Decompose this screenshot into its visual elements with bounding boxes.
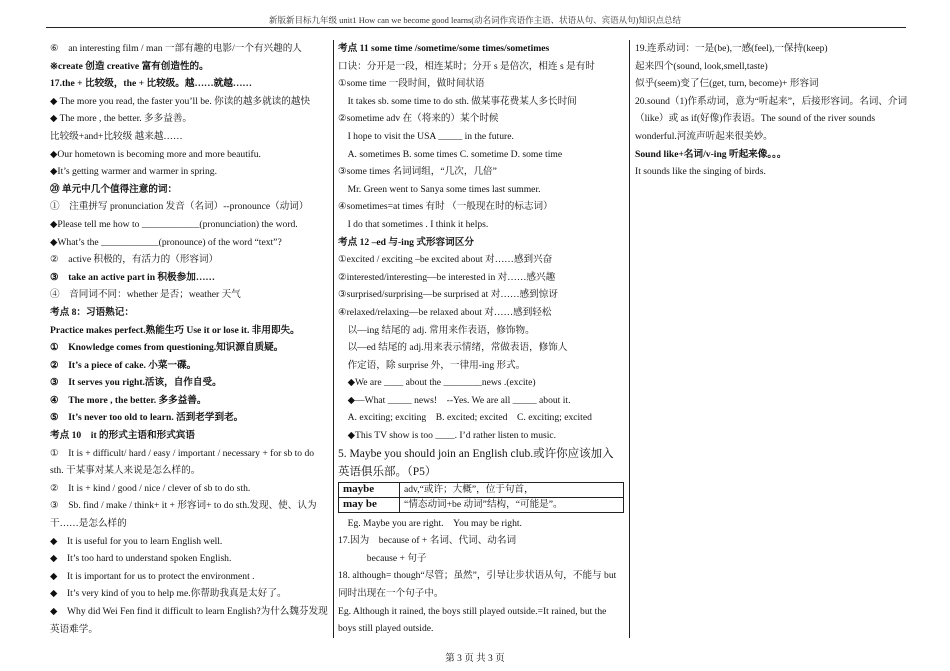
text-line: ① 注重拼写 pronunciation 发音（名词）--pronounce（动词） — [50, 201, 309, 213]
text-line: ◆ It’s very kind of you to help me.你帮助我真是太好了。 — [50, 588, 287, 600]
text-line: ① It is + difficult/ hard / easy / important / necessary + for sb to do sth. 干某事对某人来说是怎么样的。 — [50, 447, 315, 477]
column-2 — [338, 40, 624, 638]
text-line: ◆ Why did Wei Fen find it difficult to learn English?为什么魏芬发现英语难学。 — [50, 606, 328, 635]
text-line: 20.sound（1)作系动词，意为“听起来”，后接形容词。名词、介词（like）或 as if(好像)作表语。The sound of the river sounds wonderful.河流声听起来很美妙。 — [635, 95, 908, 142]
text-line: 18. although= though“尽管；虽然”，引导让步状语从句，不能与 but 同时出现在一个句子中。 — [338, 570, 617, 600]
text-line: ⑤ It’s never too old to learn. 活到老学到老。 — [50, 412, 244, 424]
maybe-table — [338, 482, 624, 513]
text-line: ③ It serves you right.活该，自作自受。 — [50, 377, 222, 389]
page-footer: 第 3 页 共 3 页 — [445, 654, 505, 664]
text-line: 起来四个(sound, look,smell,taste) — [635, 60, 768, 72]
text-line: ③ take an active part in 积极参加…… — [50, 271, 216, 283]
definition-cell: “情态动词+be 动词”结构，“可能是”。 — [400, 497, 624, 512]
text-line: ◆ It is useful for you to learn English well. — [50, 535, 223, 547]
text-line: ④ The more , the better. 多多益善。 — [50, 394, 207, 406]
text-line: A. sometimes B. some times C. sometime D. some time — [338, 148, 563, 160]
text-line: 以—ing 结尾的 adj. 常用来作表语，修饰物。 — [338, 324, 535, 336]
text-line: 口诀：分开是一段，相连某时；分开 s 是倍次，相连 s 是有时 — [338, 60, 595, 72]
column-divider-2 — [629, 40, 630, 638]
text-line: It sounds like the singing of birds. — [635, 166, 766, 178]
text-line: ③ Sb. find / make / think+ it + 形容词+ to do sth.发现、使、认为干……是怎么样的 — [50, 500, 317, 530]
text-line: Sound like+名词/v-ing 听起来像。。。 — [635, 148, 787, 160]
text-line: ② It is + kind / good / nice / clever of sb to do sth. — [50, 482, 251, 494]
text-line: ◆This TV show is too ____. I’d rather listen to music. — [338, 430, 557, 442]
text-line: because + 句子 — [338, 552, 427, 564]
text-line: 似乎(seem)变了仨(get, turn, become)+ 形容词 — [635, 78, 819, 90]
column-2-bottom — [338, 515, 624, 638]
text-line: ③surprised/surprising—be surprised at 对……感到惊讶 — [338, 289, 558, 301]
table-row — [339, 482, 624, 497]
text-line: Mr. Green went to Sanya some times last summer. — [338, 183, 541, 195]
text-line: ④relaxed/relaxing—be relaxed about 对……感到轻松 — [338, 306, 552, 318]
text-line: ③some times 名词词组，“几次，几倍” — [338, 166, 497, 178]
text-line: ④ 音同词不同：whether 是否；weather 天气 — [50, 289, 241, 301]
text-line: ② active 积极的，有活力的（形容词） — [50, 254, 219, 266]
column-divider-1 — [333, 40, 334, 638]
text-line: ◆ It is important for us to protect the environment . — [50, 570, 255, 582]
text-line: ② It’s a piece of cake. 小菜一碟。 — [50, 359, 197, 371]
text-line: I hope to visit the USA _____ in the future. — [338, 130, 514, 142]
text-line: It takes sb. some time to do sth. 做某事花费某人多长时间 — [338, 95, 577, 107]
text-line: 19.连系动词：一是(be),一感(feel),一保持(keep) — [635, 43, 828, 54]
text-line: 考点 12 –ed 与-ing 式形容词区分 — [338, 236, 474, 248]
text-line: 考点 10 it 的形式主语和形式宾语 — [50, 430, 195, 442]
text-line: ◆ The more you read, the faster you’ll be. 你读的越多就读的越快 — [50, 95, 311, 107]
text-line: 作定语，除 surprise 外，一律用-ing 形式。 — [338, 359, 526, 371]
text-line: ◆ The more , the better. 多多益善。 — [50, 113, 193, 125]
maybe-sentence: 5. Maybe you should join an English club.或许你应该加入英语俱乐部。（P5） — [338, 447, 614, 478]
definition-cell: adv,“或许；大概”，位于句首， — [400, 482, 624, 497]
text-line: ◆—What _____ news! --Yes. We are all _____ about it. — [338, 394, 571, 406]
text-line: ◆It’s getting warmer and warmer in spring. — [50, 166, 217, 178]
text-line: ④sometimes=at times 有时 （一般现在时的标志词） — [338, 201, 553, 213]
text-line: ⑳ 单元中几个值得注意的词： — [50, 183, 178, 195]
text-line: ②sometime adv 在（将来的）某个时候 — [338, 113, 499, 125]
term-cell: may be — [339, 497, 400, 512]
text-line: ① Knowledge comes from questioning.知识源自质疑。 — [50, 342, 284, 354]
column-2-top — [338, 40, 624, 445]
text-line: ◆We are ____ about the ________news .(excite) — [338, 377, 536, 389]
text-line: ※create 创造 creative 富有创造性的。 — [50, 60, 209, 72]
text-line: 考点 11 some time /sometime/some times/sometimes — [338, 43, 550, 54]
term-cell: maybe — [339, 482, 400, 497]
text-line: ①some time 一段时间，做时间状语 — [338, 78, 485, 90]
text-line: I do that sometimes . I think it helps. — [338, 218, 489, 230]
header-rule — [46, 27, 906, 28]
text-line: ⑥ an interesting film / man 一部有趣的电影/一个有兴趣的人 — [50, 43, 302, 54]
text-line: 17.因为 because of + 名词、代词、动名词 — [338, 535, 517, 547]
text-line: 以—ed 结尾的 adj.用来表示情绪，常做表语，修饰人 — [338, 342, 568, 354]
column-1 — [50, 40, 328, 638]
text-line: ①excited / exciting –be excited about 对……感到兴奋 — [338, 254, 553, 266]
text-line: ◆What’s the ____________(pronounce) of the word “text”? — [50, 236, 282, 248]
text-line: A. exciting; exciting B. excited; excited C. exciting; excited — [338, 412, 592, 424]
text-line: Practice makes perfect.熟能生巧 Use it or lose it. 非用即失。 — [50, 324, 300, 336]
text-line: ◆Our hometown is becoming more and more beautifu. — [50, 148, 261, 160]
text-line: ◆ It’s too hard to understand spoken English. — [50, 553, 232, 565]
text-line: ◆Please tell me how to ____________(pronunciation) the word. — [50, 218, 298, 230]
text-line: Eg. Although it rained, the boys still played outside.=It rained, but the boys still played outside. — [338, 605, 607, 635]
column-3 — [635, 40, 910, 181]
text-line: 考点 8：习语熟记： — [50, 306, 134, 318]
text-line: 比较级+and+比较级 越来越…… — [50, 130, 183, 142]
page-header: 新版新目标九年级 unit1 How can we become good learns(动名词作宾语作主语、状语从句、宾语从句)知识点总结 — [269, 15, 681, 25]
table-row — [339, 497, 624, 512]
text-line: 17.the + 比较级，the + 比较级。越……就越…… — [50, 78, 253, 90]
text-line: Eg. Maybe you are right. You may be right. — [338, 517, 522, 529]
text-line: ②interested/interesting—be interested in 对……感兴趣 — [338, 271, 556, 283]
